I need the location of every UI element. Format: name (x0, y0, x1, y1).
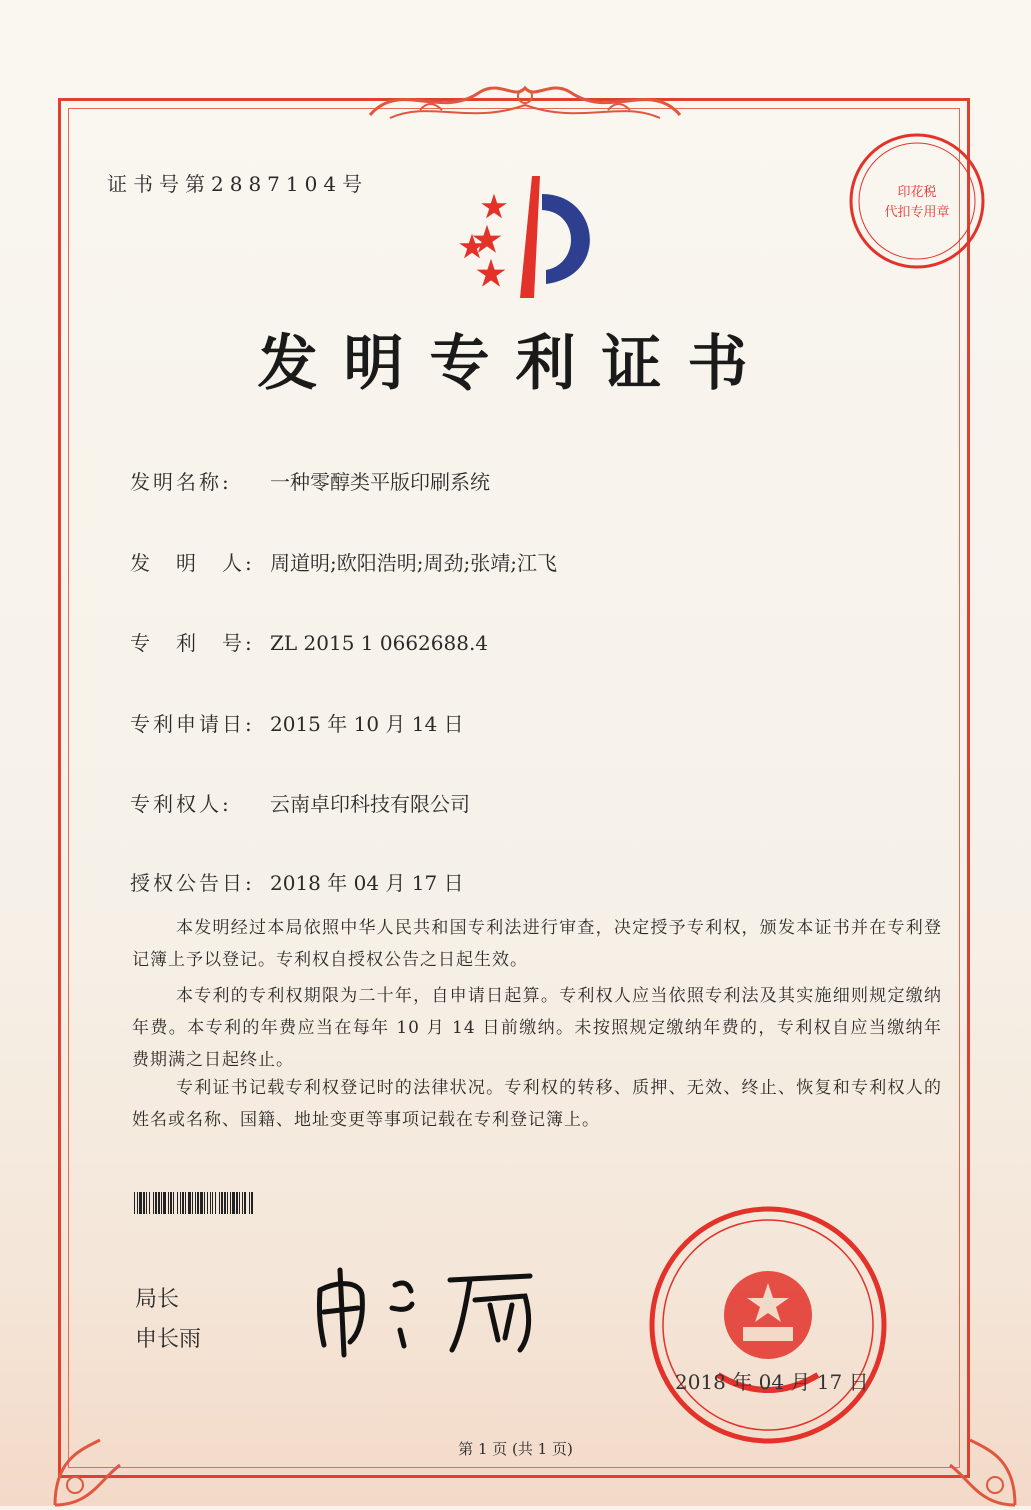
top-ornament (360, 70, 690, 130)
field-value: 2018 年 04 月 17 日 (270, 871, 464, 895)
field-label: 专利申请日: (130, 712, 255, 736)
field-label: 发 明 人: (130, 551, 255, 575)
svg-text:代扣专用章: 代扣专用章 (884, 205, 950, 220)
svg-text:印花税: 印花税 (897, 185, 937, 200)
field-grant-date (130, 867, 464, 896)
statement-paragraph: 本专利的专利权期限为二十年，自申请日起算。专利权人应当依照专利法及其实施细则规定缴纳年费。本专利的年费应当在每年 10 月 14 日前缴纳。未按照规定缴纳年费的，专利权自应当缴纳年费期满之日起终止。 (132, 986, 942, 1070)
corner-ornament-bottom-right (930, 1420, 1020, 1510)
field-patentee (130, 788, 470, 817)
certificate-number: 证书号第2887104号 (107, 172, 369, 196)
tax-stamp-seal (846, 130, 988, 272)
field-application-date (130, 708, 464, 737)
director-title: 局长 (135, 1287, 180, 1312)
certificate-title: 发明专利证书 (257, 329, 774, 399)
field-value: 2015 年 10 月 14 日 (270, 712, 464, 736)
field-label: 专 利 号: (130, 631, 255, 655)
statement-paragraph: 专利证书记载专利权登记时的法律状况。专利权的转移、质押、无效、终止、恢复和专利权人的姓名或名称、国籍、地址变更等事项记载在专利登记簿上。 (132, 1078, 942, 1130)
field-value: 一种零醇类平版印刷系统 (270, 470, 490, 494)
field-value: ZL 2015 1 0662688.4 (270, 631, 489, 655)
field-label: 发明名称: (130, 470, 232, 494)
director-name: 申长雨 (135, 1327, 202, 1352)
field-label: 授权公告日: (130, 871, 255, 895)
field-patent-number (130, 627, 488, 656)
seal-date: 2018 年 04 月 17 日 (675, 1370, 869, 1394)
field-value: 云南卓印科技有限公司 (270, 792, 470, 816)
director-signature (300, 1250, 560, 1360)
page-number: 第 1 页 (共 1 页) (458, 1440, 573, 1458)
patent-office-logo (450, 176, 620, 304)
corner-ornament-bottom-left (50, 1420, 140, 1510)
field-inventors (130, 547, 557, 576)
field-invention-name (130, 466, 490, 495)
barcode-bar (253, 1192, 254, 1214)
statement-paragraph: 本发明经过本局依照中华人民共和国专利法进行审查，决定授予专利权，颁发本证书并在专利登记簿上予以登记。专利权自授权公告之日起生效。 (132, 918, 942, 970)
barcode (134, 1192, 414, 1214)
field-label: 专利权人: (130, 792, 232, 816)
office-seal (648, 1205, 888, 1445)
field-value: 周道明;欧阳浩明;周劲;张靖;江飞 (270, 551, 557, 575)
